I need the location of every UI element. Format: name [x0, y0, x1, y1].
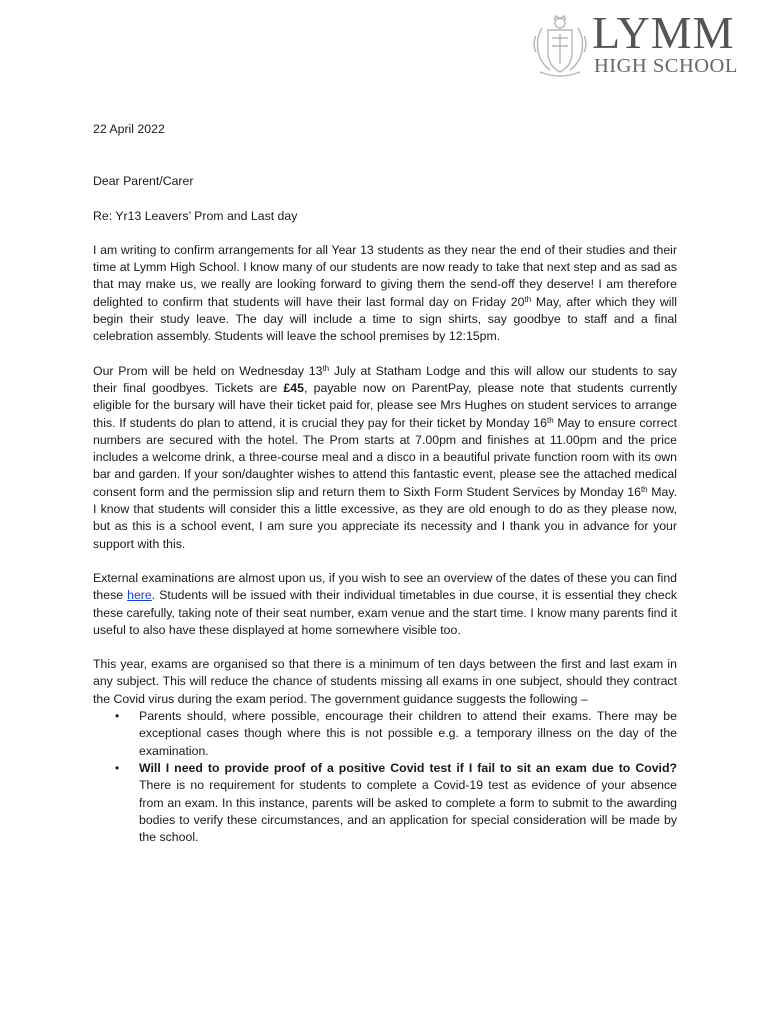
logo-name: LYMM: [592, 7, 735, 58]
letter-body: [93, 121, 677, 846]
salutation: Dear Parent/Carer: [93, 174, 194, 189]
list-item: • Will I need to provide proof of a positive Covid test if I fail to sit an exam due to Covid? There is no requirement for students to complete a Covid-19 test as evidence of your absence from an exam. In this instance, parents will be asked to complete a form to submit to the awarding bodies to verify these circumstances, and an application for special consideration will be made by the school.: [115, 760, 677, 845]
letter-date: 22 April 2022: [93, 122, 165, 136]
subject-line: Re: Yr13 Leavers’ Prom and Last day: [93, 208, 298, 223]
list-item: • Parents should, where possible, encourage their children to attend their exams. There may be exceptional cases though where this is not possible e.g. a temporary illness on the day of the examination.: [115, 709, 677, 758]
bullet-icon: •: [115, 709, 120, 724]
paragraph-exam-organisation: This year, exams are organised so that there is a minimum of ten days between the first and last exam in any subject. This will reduce the chance of students missing all exams in one subject, should they contract the Covid virus during the exam period. The government guidance suggests the following –: [93, 657, 677, 706]
paragraph-prom: Our Prom will be held on Wednesday 13th July at Statham Lodge and this will allow our students to say their final goodbyes. Tickets are £45, payable now on ParentPay, please note that students currently eligible for the bursary will have their ticket paid for, please see Mrs Hughes on student services to arrange this. If students do plan to attend, it is crucial they pay for their ticket by Monday 16th May to ensure correct numbers are secured with the hotel. The Prom starts at 7.00pm and finishes at 11.00pm and the price includes a welcome drink, a three-course meal and a disco in a beautiful private function room with its own bar and garden. If your son/daughter wishes to attend this fantastic event, please see the attached medical consent form and the permission slip and return them to Sixth Form Student Services by Monday 16th May. I know that students will consider this a little excessive, as they are old enough to do as they please now, but as this is a school event, I am sure you appreciate its necessity and I thank you in advance for your support with this.: [93, 363, 678, 551]
guidance-list: [93, 708, 677, 846]
logo-subtitle: HIGH SCHOOL: [594, 55, 738, 77]
bullet-icon: •: [115, 760, 120, 775]
exam-dates-link[interactable]: here: [127, 588, 152, 603]
ticket-price: £45: [283, 380, 304, 395]
paragraph-last-day: I am writing to confirm arrangements for all Year 13 students as they near the end of their studies and their time at Lymm High School. I know many of our students are now ready to take that next step and as sad as that may make us, we really are looking forward to giving them the send-off they deserve! I am therefore delighted to confirm that students will have their last formal day on Friday 20th May, after which they will begin their study leave. The day will include a time to sign shirts, say goodbye to staff and a final celebration assembly. Students will leave the school premises by 12:15pm.: [93, 242, 677, 344]
school-crest-icon: [528, 14, 592, 80]
paragraph-exams: External examinations are almost upon us, if you wish to see an overview of the dates of these you can find these here. Students will be issued with their individual timetables in due course, it is essential they check these carefully, taking note of their seat number, exam venue and the start time. I know many parents find it useful to also have these displayed at home somewhere visible too.: [93, 570, 677, 637]
school-logo: [528, 7, 758, 86]
